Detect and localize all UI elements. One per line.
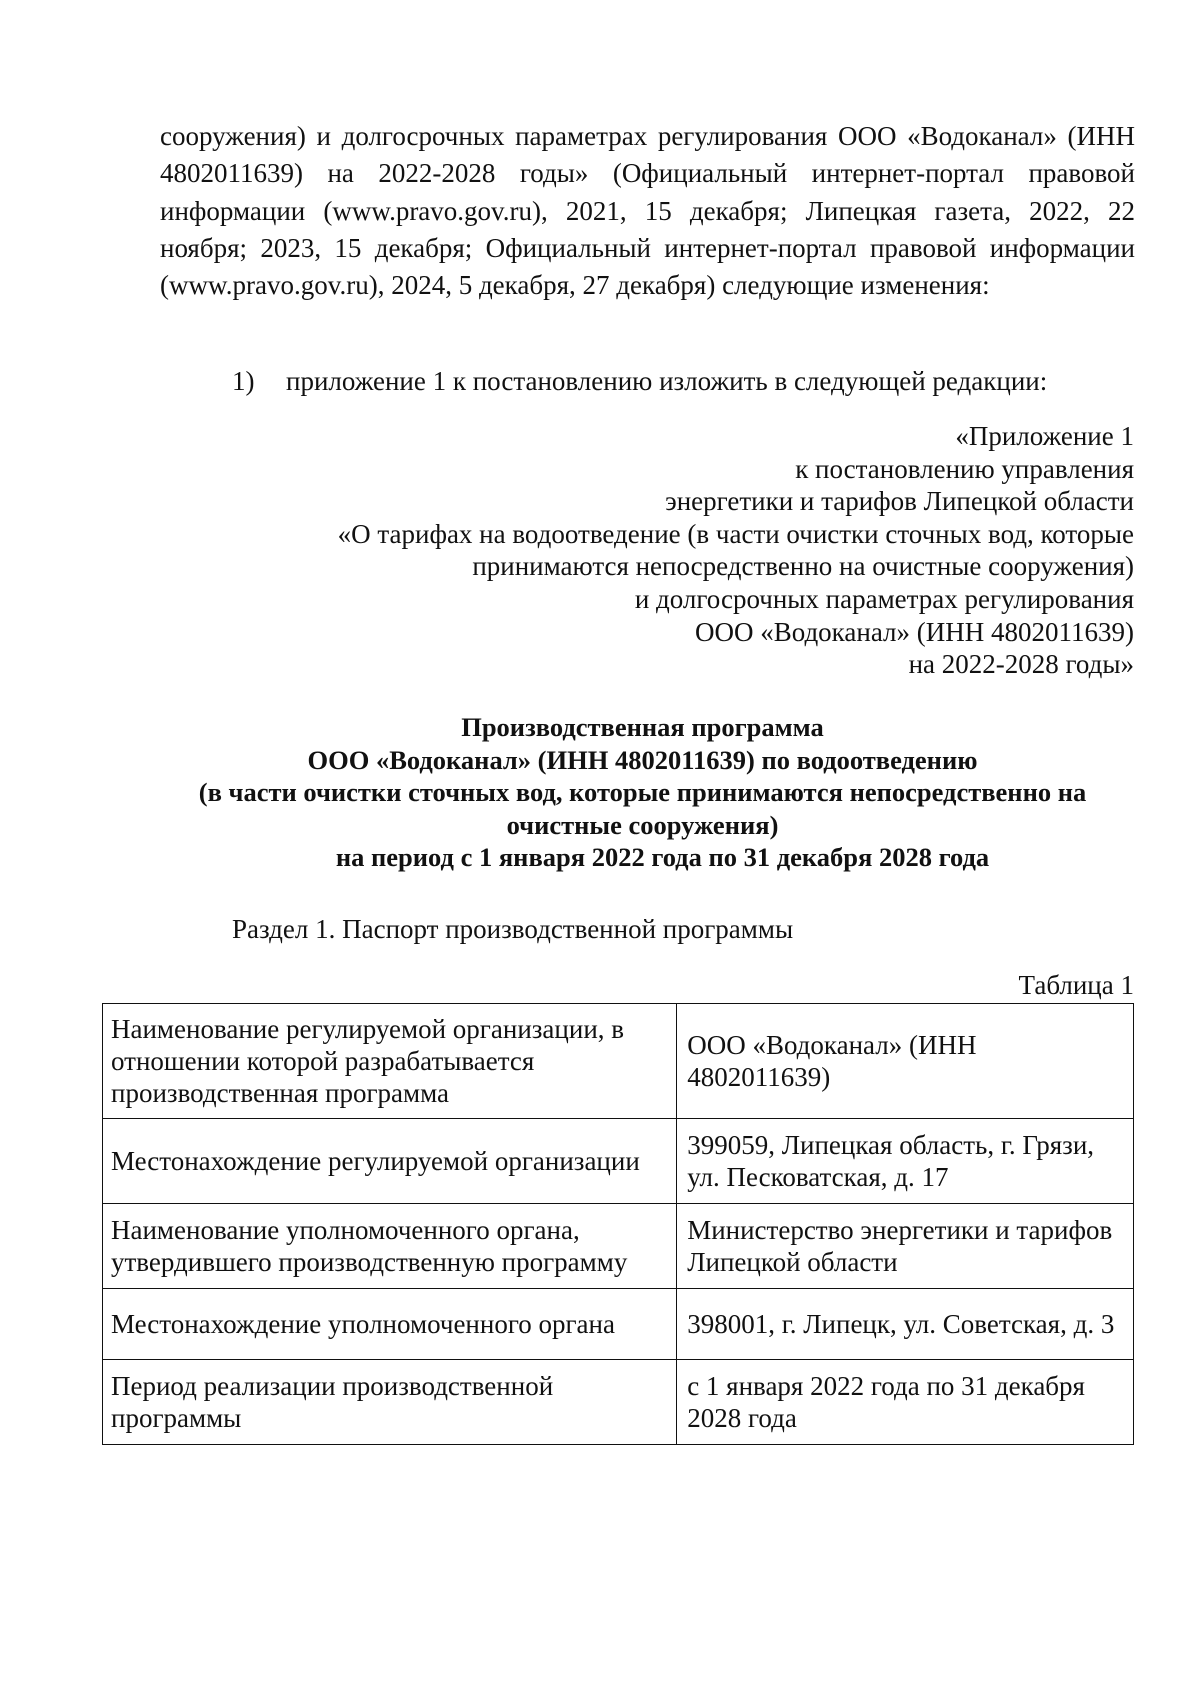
appendix-line: энергетики и тарифов Липецкой области xyxy=(665,486,1134,517)
appendix-line: ООО «Водоканал» (ИНН 4802011639) xyxy=(694,616,1134,647)
appendix-line: «О тарифах на водоотведение (в части очистки сточных вод, которые xyxy=(337,518,1134,549)
appendix-header xyxy=(234,420,1134,681)
appendix-line: на 2022-2028 годы» xyxy=(908,649,1134,680)
table-cell-label: Наименование регулируемой организации, в отношении которой разрабатывается производственная программа xyxy=(103,1004,677,1119)
program-title-line: ООО «Водоканал» (ИНН 4802011639) по водоотведению xyxy=(307,744,978,775)
table-cell-label: Период реализации производственной программы xyxy=(103,1360,677,1445)
program-title-line: на период с 1 января 2022 года по 31 декабря 2028 года xyxy=(335,842,990,873)
table-cell-label: Местонахождение регулируемой организации xyxy=(103,1119,677,1204)
list-item xyxy=(232,363,1047,400)
table-row xyxy=(103,1204,1134,1289)
table-row xyxy=(103,1360,1134,1445)
table-label: Таблица 1 xyxy=(1018,970,1134,1000)
program-title-line: очистные сооружения) xyxy=(506,809,779,840)
program-title xyxy=(150,711,1135,874)
table-row xyxy=(103,1119,1134,1204)
appendix-line: принимаются непосредственно на очистные сооружения) xyxy=(472,551,1134,582)
table-cell-value: 398001, г. Липецк, ул. Советская, д. 3 xyxy=(677,1289,1134,1360)
passport-table xyxy=(102,1003,1134,1445)
appendix-line: «Приложение 1 xyxy=(955,421,1134,451)
intro-paragraph: сооружения) и долгосрочных параметрах регулирования ООО «Водоканал» (ИНН 4802011639) на 2022-2028 годы» (Официальный интернет-портал правовой информации (www.pravo.gov.ru), 2021, 15 декабря; Липецкая газета, 2022, 22 ноября; 2023, 15 декабря; Официальный интернет-портал правовой информации (www.pravo.gov.ru), 2024, 5 декабря, 27 декабря) следующие изменения: xyxy=(160,121,1135,301)
table-cell-label: Наименование уполномоченного органа, утвердившего производственную программу xyxy=(103,1204,677,1289)
table-cell-value: 399059, Липецкая область, г. Грязи, ул. Песковатская, д. 17 xyxy=(677,1119,1134,1204)
section-title: Раздел 1. Паспорт производственной программы xyxy=(232,914,794,944)
list-item-text: приложение 1 к постановлению изложить в следующей редакции: xyxy=(286,366,1048,396)
appendix-line: к постановлению управления xyxy=(795,453,1134,484)
table-cell-value: с 1 января 2022 года по 31 декабря 2028 года xyxy=(677,1360,1134,1445)
table-cell-label: Местонахождение уполномоченного органа xyxy=(103,1289,677,1360)
list-item-number: 1) xyxy=(232,366,255,396)
appendix-line: и долгосрочных параметрах регулирования xyxy=(634,583,1134,614)
program-title-line: (в части очистки сточных вод, которые принимаются непосредственно на xyxy=(198,777,1087,808)
table-cell-value: ООО «Водоканал» (ИНН 4802011639) xyxy=(677,1004,1134,1119)
table-row xyxy=(103,1289,1134,1360)
table-cell-value: Министерство энергетики и тарифов Липецкой области xyxy=(677,1204,1134,1289)
program-title-line: Производственная программа xyxy=(461,712,824,742)
table-row xyxy=(103,1004,1134,1119)
